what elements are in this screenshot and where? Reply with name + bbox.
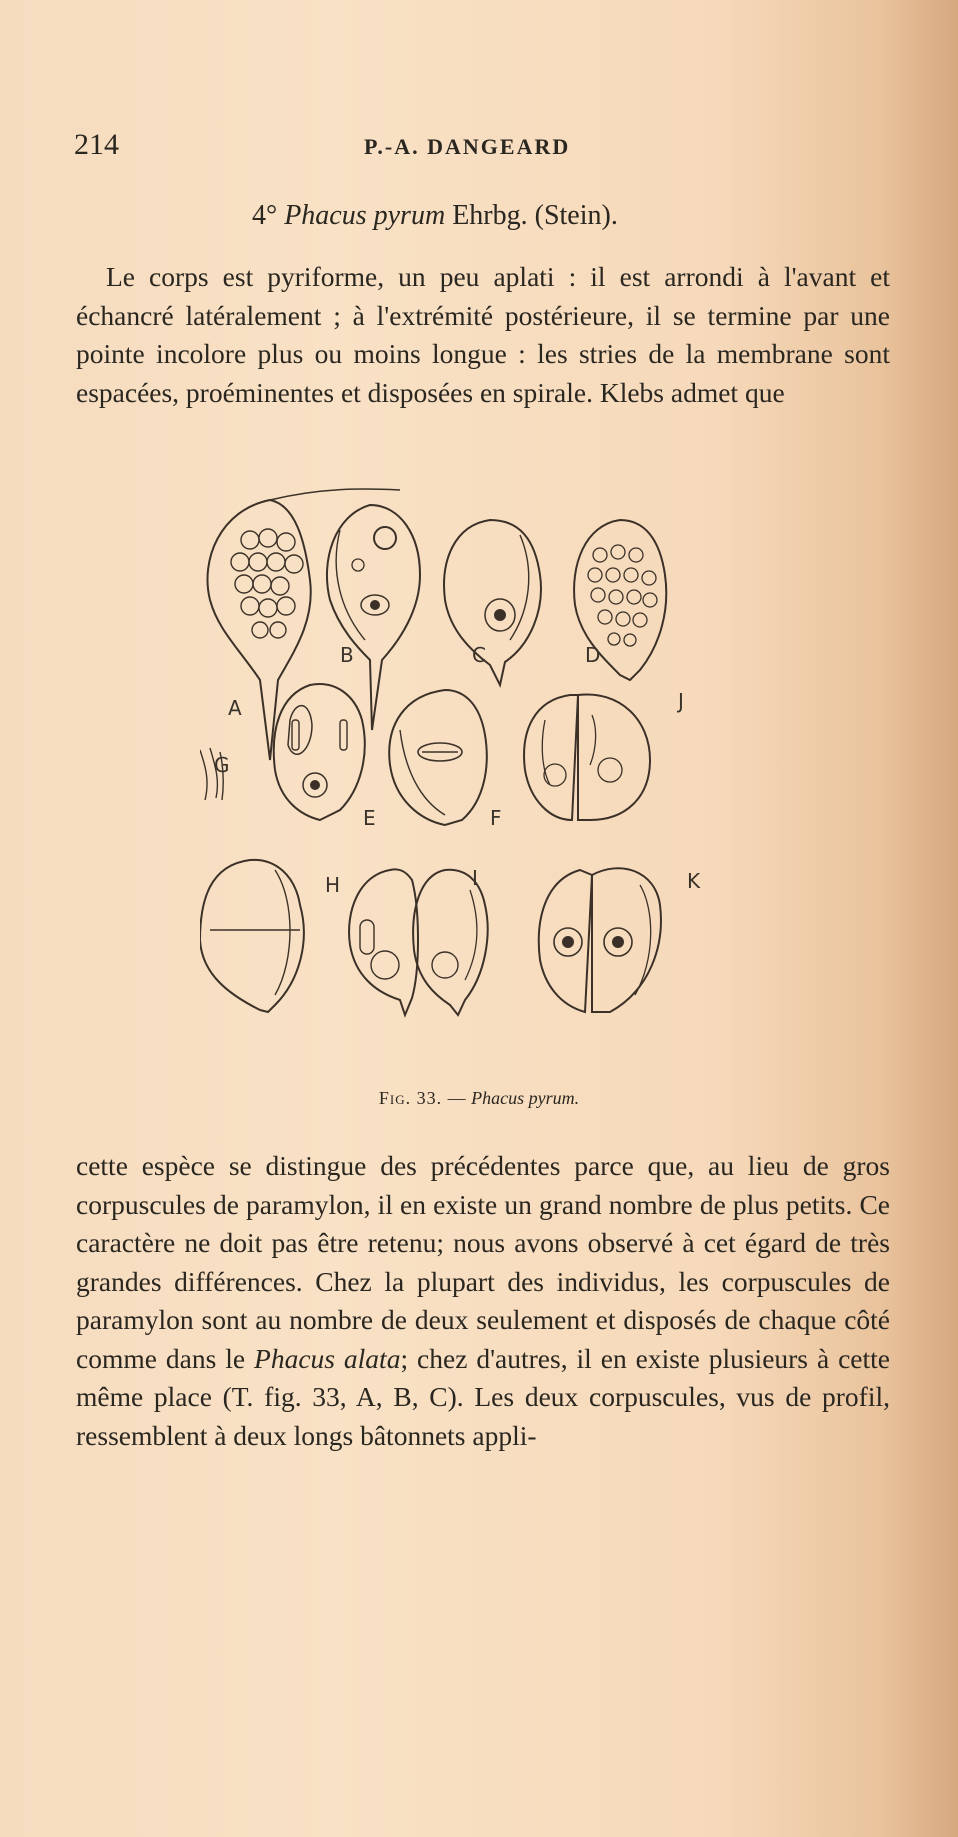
cell-c (444, 520, 541, 685)
species-authority: Ehrbg. (Stein). (452, 200, 618, 231)
figure-caption (0, 1088, 958, 1109)
figure-label-g: G (214, 753, 230, 777)
paragraph-2-text-before: cette espèce se distingue des précédentes parce que, au lieu de gros corpuscules de paramylon, il en existe un grand nombre de plus petits. Ce caractère ne doit pas être retenu; nous avons observé à cet égard de très grandes différences. Chez la plupart des individus, les corpuscules de paramylon sont au nombre de deux seulement et disposés de chaque côté comme dans le (76, 1150, 890, 1374)
figure-label-j: J (678, 689, 684, 713)
paragraph-2-text (76, 1147, 890, 1455)
figure-label-e: E (363, 806, 376, 830)
figure-caption-prefix: Fig. 33. — (378, 1088, 467, 1108)
figure-illustration (200, 480, 790, 1070)
cell-f (389, 690, 487, 825)
page-header (74, 128, 888, 168)
figure-caption-species: Phacus pyrum. (471, 1088, 580, 1108)
cell-h (200, 860, 304, 1012)
figure-label-b: B (340, 643, 354, 667)
paragraph-2-text-after: ; chez d'autres, il en existe plusieurs à cette même place (T. fig. 33, A, B, C). Les deux corpuscules, vus de profil, ressemblent à deux longs bâtonnets appli- (76, 1342, 890, 1451)
cell-e (274, 684, 365, 820)
cell-i (349, 869, 488, 1015)
figure-label-c: C (472, 643, 486, 667)
paragraph-2-italic-name: Phacus alata (254, 1342, 401, 1374)
page-number: 214 (74, 128, 119, 161)
paragraph-1 (76, 258, 890, 412)
paragraph-2 (76, 1147, 890, 1455)
figure-label-k: K (687, 869, 701, 893)
running-head: P.-A. DANGEARD (364, 134, 571, 159)
figure-label-h: H (325, 873, 341, 897)
figure-label-a: A (228, 696, 242, 720)
cell-j (524, 694, 650, 820)
species-name: Phacus pyrum (284, 200, 446, 231)
figure-label-d: D (585, 643, 601, 667)
section-number: 4° (252, 200, 278, 231)
cell-b (327, 505, 420, 730)
figure-33 (200, 480, 790, 1070)
section-title (252, 200, 618, 232)
cell-k (539, 868, 661, 1012)
figure-label-f: F (490, 806, 502, 830)
paragraph-1-text: Le corps est pyriforme, un peu aplati : il est arrondi à l'avant et échancré latéralement ; à l'extrémité postérieure, il se termine par une pointe incolore plus ou moins longue : les stries de la membrane sont espacées, proéminentes et disposées en spirale. Klebs admet que (76, 261, 890, 408)
figure-label-i: I (472, 866, 478, 890)
